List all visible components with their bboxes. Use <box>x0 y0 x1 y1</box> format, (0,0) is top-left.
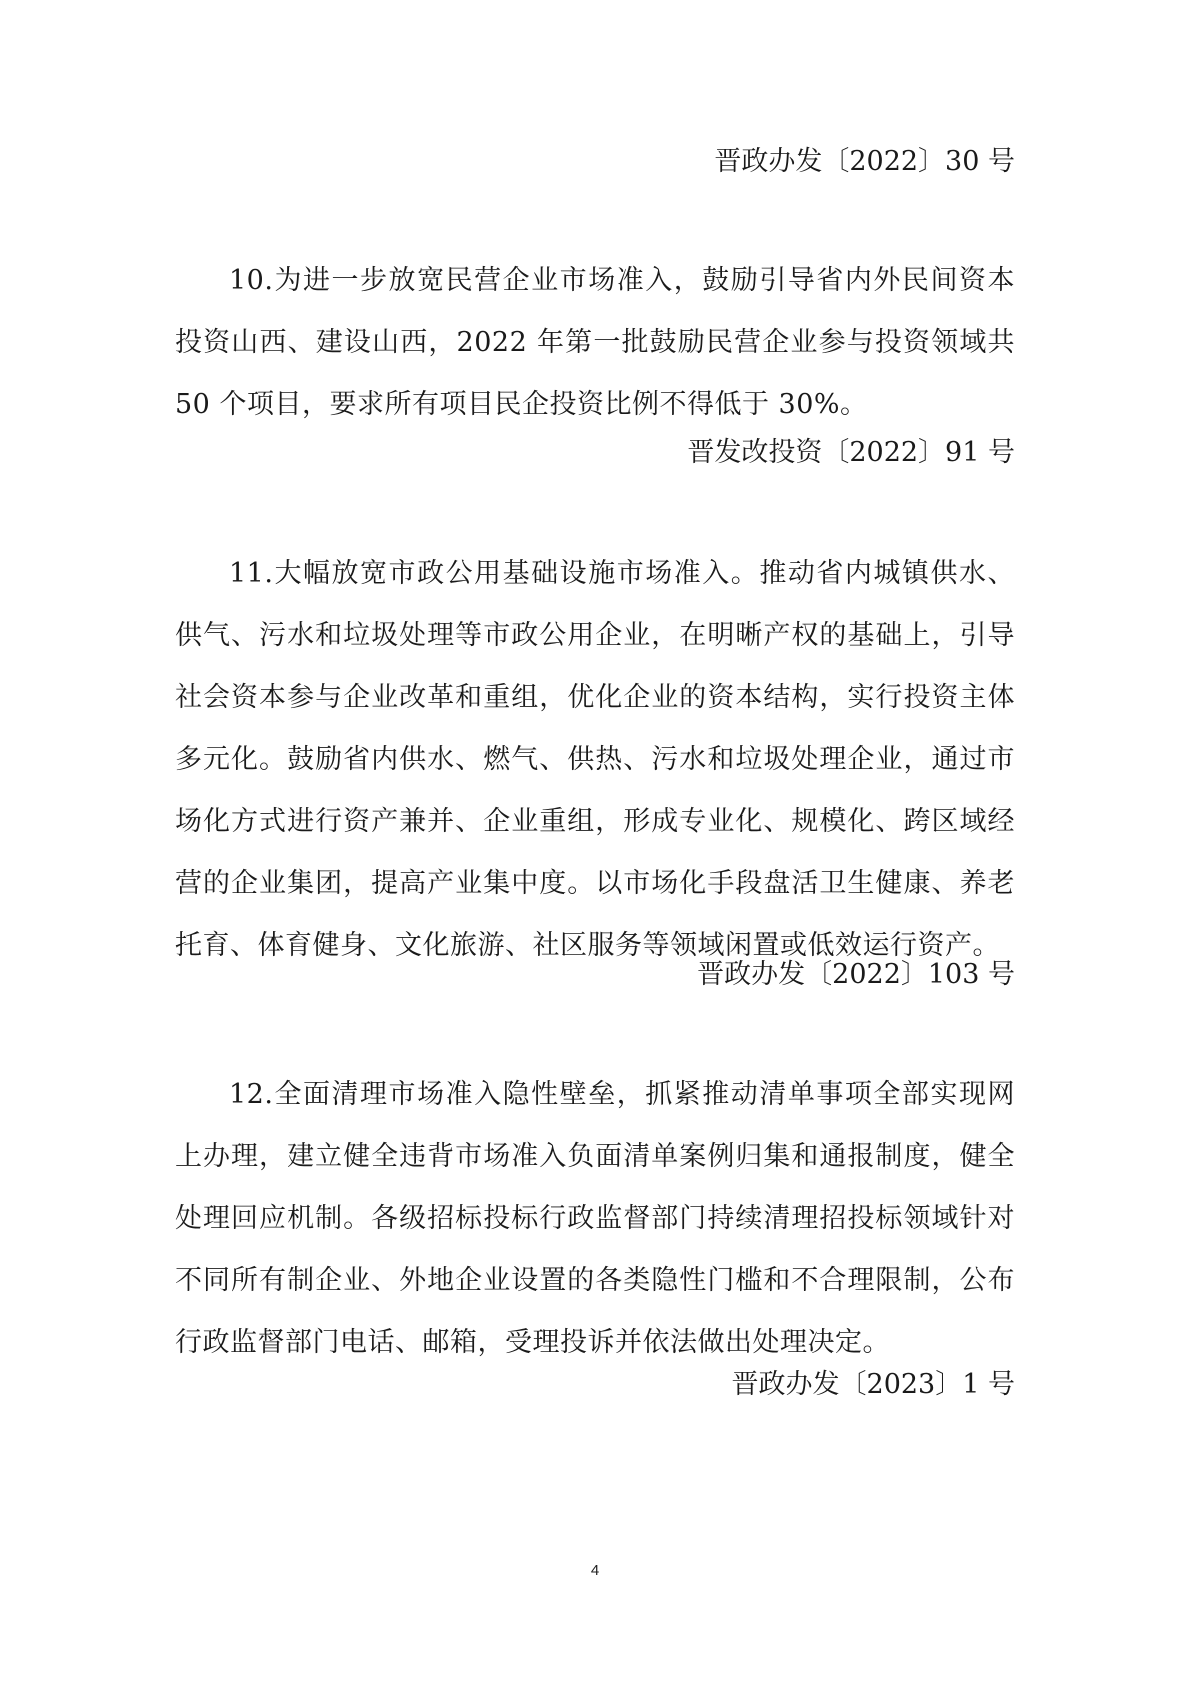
paragraph-line: 场化方式进行资产兼并、企业重组，形成专业化、规模化、跨区域经 <box>175 806 1015 837</box>
paragraph-line: 投资山西、建设山西，2022 年第一批鼓励民营企业参与投资领域共 <box>175 327 1015 358</box>
paragraph-item-11 <box>175 543 1015 977</box>
paragraph-line: 供气、污水和垃圾处理等市政公用企业，在明晰产权的基础上，引导 <box>175 620 1015 651</box>
paragraph-line: 上办理，建立健全违背市场准入负面清单案例归集和通报制度，健全 <box>175 1141 1015 1172</box>
document-reference-item-10: 晋发改投资〔2022〕91 号 <box>687 437 1015 468</box>
paragraph-line: 12.全面清理市场准入隐性壁垒，抓紧推动清单事项全部实现网 <box>229 1079 1015 1110</box>
page-number: 4 <box>590 1562 600 1579</box>
paragraph-line: 营的企业集团，提高产业集中度。以市场化手段盘活卫生健康、养老 <box>175 868 1015 899</box>
paragraph-line: 社会资本参与企业改革和重组，优化企业的资本结构，实行投资主体 <box>175 682 1015 713</box>
paragraph-item-12 <box>175 1064 1015 1374</box>
paragraph-line: 10.为进一步放宽民营企业市场准入，鼓励引导省内外民间资本 <box>229 265 1015 296</box>
paragraph-line: 托育、体育健身、文化旅游、社区服务等领域闲置或低效运行资产。 <box>175 930 1000 961</box>
paragraph-line: 11.大幅放宽市政公用基础设施市场准入。推动省内城镇供水、 <box>229 558 1015 589</box>
paragraph-line: 50 个项目，要求所有项目民企投资比例不得低于 30%。 <box>175 389 868 420</box>
document-reference-top: 晋政办发〔2022〕30 号 <box>714 146 1015 177</box>
paragraph-line: 多元化。鼓励省内供水、燃气、供热、污水和垃圾处理企业，通过市 <box>175 744 1015 775</box>
paragraph-line: 处理回应机制。各级招标投标行政监督部门持续清理招投标领域针对 <box>175 1203 1015 1234</box>
document-reference-item-11: 晋政办发〔2022〕103 号 <box>697 959 1015 990</box>
paragraph-line: 行政监督部门电话、邮箱，受理投诉并依法做出处理决定。 <box>175 1327 890 1358</box>
paragraph-item-10 <box>175 250 1015 436</box>
document-reference-item-12: 晋政办发〔2023〕1 号 <box>731 1369 1015 1400</box>
paragraph-line: 不同所有制企业、外地企业设置的各类隐性门槛和不合理限制，公布 <box>175 1265 1015 1296</box>
